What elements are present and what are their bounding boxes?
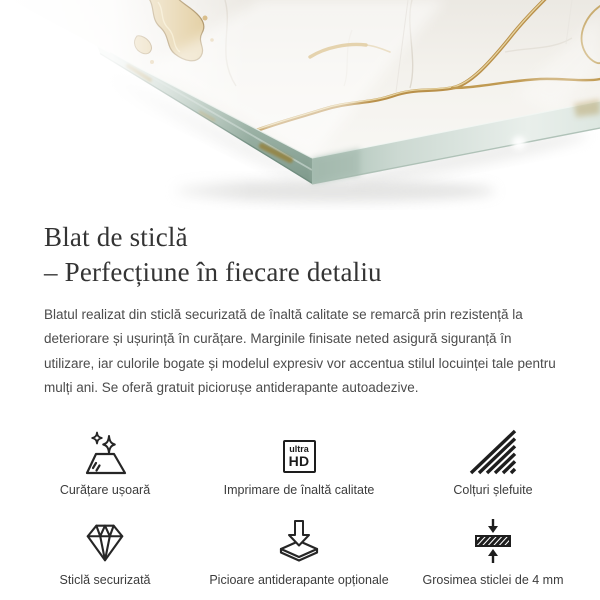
features-grid [8, 427, 590, 587]
feature-label: Sticlă securizată [59, 572, 151, 587]
feature-tempered-glass [8, 517, 202, 587]
sparkle-surface-icon [81, 427, 129, 475]
page-title [44, 220, 556, 290]
feature-print-quality [202, 427, 396, 497]
arrow-mat-icon [275, 517, 323, 565]
product-description: Blatul realizat din sticlă securizată de înaltă calitate se remarcă prin rezistență la deteriorare și ușurință în curățare. Marginile finisate neted asigură siguranță în utilizare, iar culorile bogate și modelul expresiv vor accentua stilul locuinței tale pentru mulți ani. Se oferă gratuit piciorușe antiderapante autoadezive. [44, 307, 556, 396]
ultra-hd-icon [283, 427, 316, 475]
feature-label: Imprimare de înaltă calitate [223, 482, 375, 497]
ultra-hd-icon-text-bottom: HD [288, 453, 310, 470]
page-title-line2: – Perfecțiune în fiecare detaliu [44, 257, 382, 287]
feature-glass-thickness [396, 517, 590, 587]
feature-polished-corners [396, 427, 590, 497]
ultra-hd-icon-text-top: ultra [289, 444, 309, 455]
feature-anti-slip-feet [202, 517, 396, 587]
hero-image [0, 0, 600, 210]
feature-easy-cleaning [8, 427, 202, 497]
feature-label: Picioare antiderapante opționale [209, 572, 389, 587]
polished-corner-icon [469, 427, 517, 475]
thickness-icon [469, 517, 517, 565]
diamond-icon [82, 517, 128, 565]
feature-label: Colțuri șlefuite [453, 482, 533, 497]
feature-label: Curățare ușoară [59, 482, 151, 497]
page-title-line1: Blat de sticlă [44, 222, 188, 252]
feature-label: Grosimea sticlei de 4 mm [422, 572, 564, 587]
